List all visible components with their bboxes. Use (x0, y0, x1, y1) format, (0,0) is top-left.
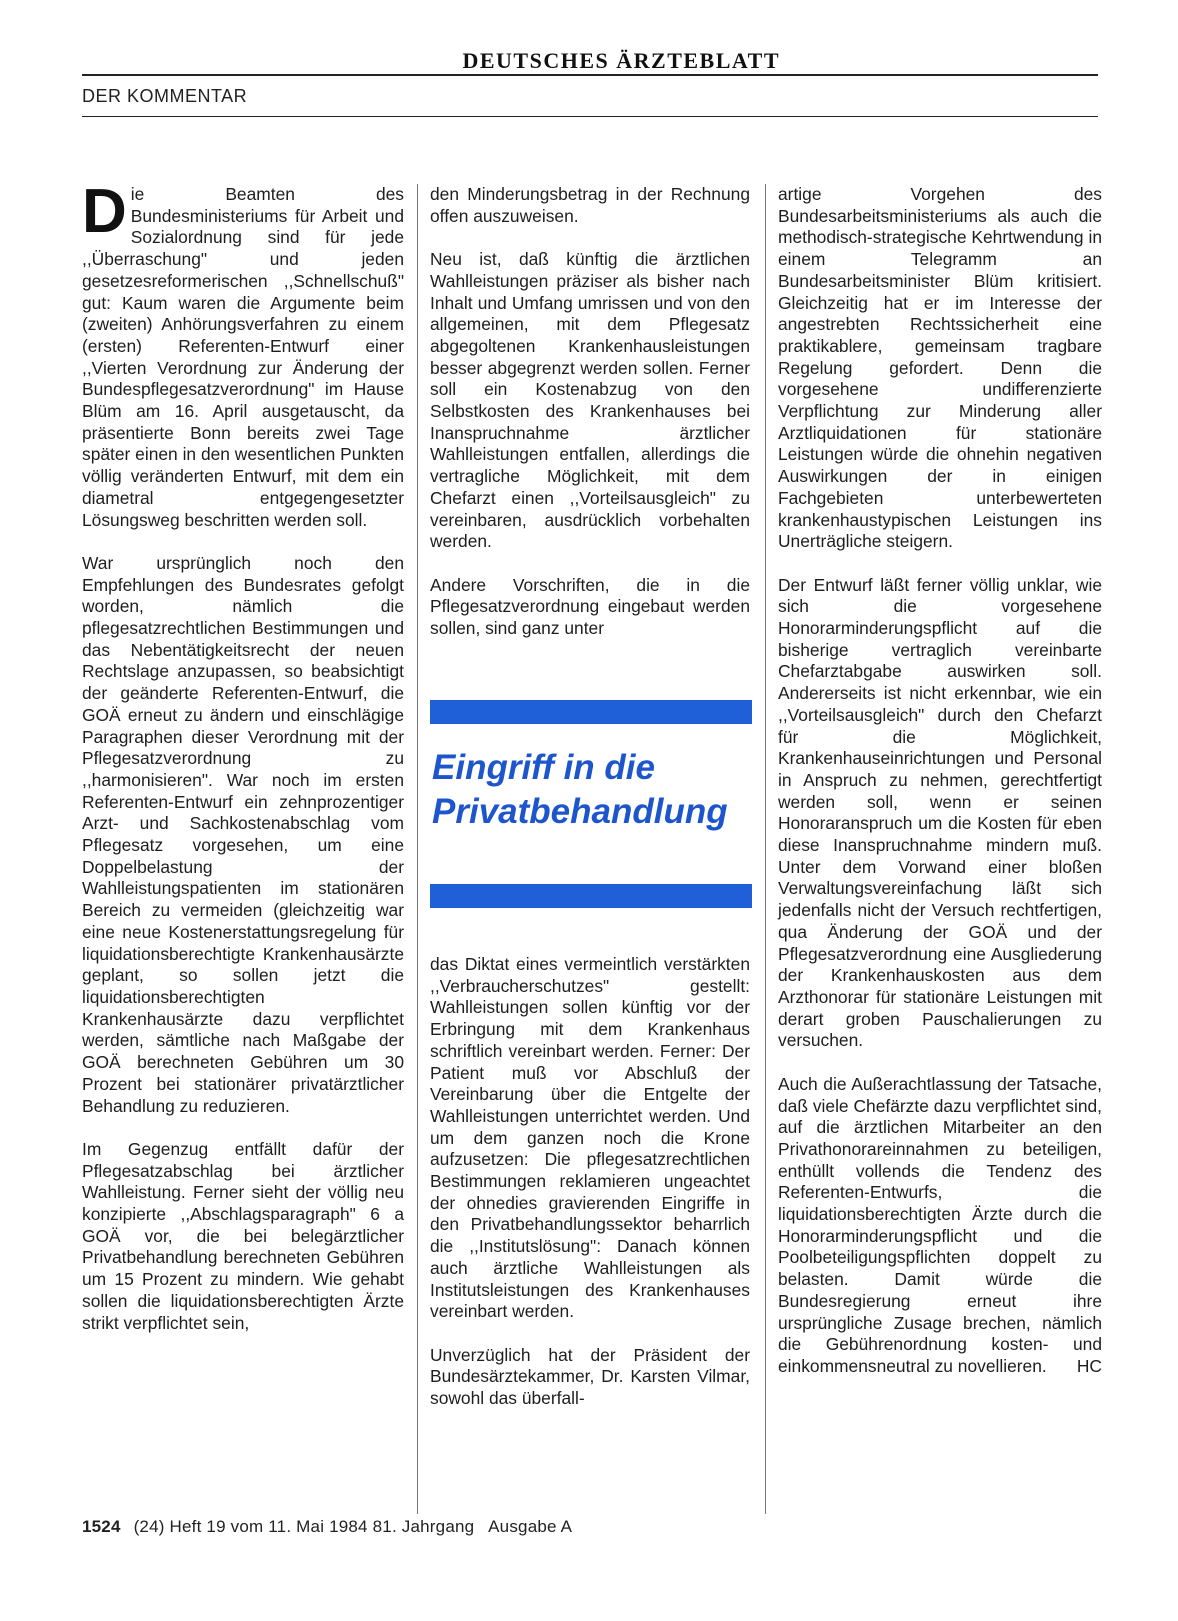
paragraph: Andere Vorschriften, die in die Pflegesatzverordnung eingebaut werden sollen, sind ganz unter (430, 574, 750, 639)
paragraph: Unverzüglich hat der Präsident der Bundesärztekammer, Dr. Karsten Vilmar, sowohl das überfall- (430, 1344, 750, 1409)
masthead (82, 44, 1098, 76)
accent-bar (430, 884, 752, 908)
paragraph: War ursprünglich noch den Empfehlungen des Bundesrates gefolgt worden, nämlich die pflegesatzrechtlichen Bestimmungen und das Nebentätigkeitsrecht der neuen Rechtslage anzupassen, so beabsichtigt der geänderte Referenten-Entwurf, die GOÄ erneut zu ändern und einschlägige Paragraphen dieser Verordnung mit der Pflegesatzverordnung zu ,,harmonisieren". War noch im ersten Referenten-Entwurf ein zehnprozentiger Arzt- und Sachkostenabschlag vom Pflegesatz vorgesehen, um eine Doppelbelastung der Wahlleistungspatienten im stationären Bereich zu vermeiden (gleichzeitig war eine neue Kostenerstattungsregelung für liquidationsberechtigte Krankenhausärzte geplant, so sollen jetzt die liquidationsberechtigten Krankenhausärzte dazu verpflichtet werden, sämtliche nach Maßgabe der GOÄ berechneten Gebühren um 30 Prozent bei stationärer privatärztlicher Behandlung zu reduzieren. (82, 552, 404, 1116)
author-signoff: HC (1076, 1355, 1102, 1376)
article-headline: Eingriff in die Privatbehandlung (432, 748, 728, 831)
drop-cap: D (82, 177, 127, 246)
column-divider (417, 184, 418, 1514)
paragraph: Der Entwurf läßt ferner völlig unklar, wie sich die vorgesehene Honorarminderungspflicht auf die bisherige vertraglich vereinbarte Chefarztabgabe auswirken soll. Andererseits ist nicht erkennbar, wie ein ,,Vorteilsausgleich" durch den Chefarzt für die Möglichkeit, Krankenhauseinrichtungen und Personal in Anspruch zu nehmen, gerechtfertigt werden soll, wenn er seinen Honoraranspruch um die Kosten für eben diese Inanspruchnahme mindern muß. Unter dem Vorwand einer bloßen Verwaltungsvereinfachung läßt sich jedenfalls nicht der Versuch rechtfertigen, qua Änderung der GOÄ und der Pflegesatzverordnung eine Ausgliederung der Krankenhauskosten aus dem Arzthonorar für stationäre Leistungen mit derart groben Pauschalierungen zu versuchen. (778, 574, 1102, 1051)
article-column-3 (778, 184, 1102, 1399)
paragraph: den Minderungsbetrag in der Rechnung offen auszuweisen. (430, 184, 750, 226)
paragraph (82, 177, 404, 531)
page-number: 1524 (82, 1517, 121, 1536)
paragraph: Im Gegenzug entfällt dafür der Pflegesatzabschlag bei ärztlicher Wahlleistung. Ferner sieht der völlig neu konzipierte ,,Abschlagsparagraph" 6 a GOÄ vor, die bei belegärztlicher Privatbehandlung berechneten Gebühren um 15 Prozent zu mindern. Wie gehabt sollen die liquidationsberechtigten Ärzte strikt verpflichtet sein, (82, 1138, 404, 1333)
publication-title: DEUTSCHES ÄRZTEBLATT (462, 48, 780, 73)
article-column-1 (82, 177, 404, 1356)
edition-info: Ausgabe A (488, 1517, 573, 1536)
page-footer (82, 1517, 572, 1537)
issue-info: (24) Heft 19 vom 11. Mai 1984 81. Jahrgang (133, 1517, 475, 1536)
paragraph-text: ie Beamten des Bundesministeriums für Arbeit und Sozialordnung sind für jede ,,Überraschung" und jeden gesetzesreformerischen ,,Schnellschuß" gut: Kaum waren die Argumente beim (zweiten) Anhörungsverfahren zu einem (ersten) Referenten-Entwurf einer ,,Vierten Verordnung zur Änderung der Bundespflegesatzverordnung" im Hause Blüm am 16. April ausgetauscht, da präsentierte Bonn bereits zwei Tage später einen in den wesentlichen Punkten völlig veränderten Entwurf, mit dem ein diametral entgegengesetzter Lösungsweg beschritten werden soll. (82, 184, 404, 530)
article-column-2-lower (430, 954, 750, 1431)
column-divider (765, 184, 766, 1514)
headline-box (430, 700, 752, 932)
paragraph-text: Auch die Außerachtlassung der Tatsache, daß viele Chefärzte dazu verpflichtet sind, auf die ärztlichen Mitarbeiter an den Privathonorareinnahmen zu beteiligen, enthüllt vollends die Tendenz des Referenten-Entwurfs, die liquidationsberechtigten Ärzte durch die Honorarminderungspflicht und die Poolbeteiligungspflichten doppelt zu belasten. Damit würde die Bundesregierung erneut ihre ursprüngliche Zusage brechen, nämlich die Gebührenordnung kosten- und einkommensneutral zu novellieren. (778, 1073, 1102, 1376)
paragraph: das Diktat eines vermeintlich verstärkten ,,Verbraucherschutzes" gestellt: Wahlleistungen sollen künftig vor der Erbringung mit dem Krankenhaus schriftlich vereinbart werden. Ferner: Der Patient muß vor Abschluß der Vereinbarung über die Entgelte der Wahlleistungen unterrichtet werden. Und um dem ganzen noch die Krone aufzusetzen: Die pflegesatzrechtlichen Bestimmungen reklamieren ungeachtet der ohnedies gravierenden Eingriffe in den Privatbehandlungssektor beharrlich die ,,Institutslösung": Danach können auch ärztliche Wahlleistungen als Institutsleistungen des Krankenhauses vereinbart werden. (430, 954, 750, 1322)
paragraph (778, 1074, 1102, 1378)
accent-bar (430, 700, 752, 724)
paragraph: artige Vorgehen des Bundesarbeitsministeriums als auch die methodisch-strategische Kehrtwendung in einem Telegramm an Bundesarbeitsminister Blüm kritisiert. Gleichzeitig hat er im Interesse der angestrebten Rechtssicherheit eine praktikablere, gemeinsam tragbare Regelung gefordert. Denn die vorgesehene undifferenzierte Verpflichtung zur Minderung aller Arztliquidationen für stationäre Leistungen würde die ohnehin negativen Auswirkungen der in einigen Fachgebieten unterbewerteten krankenhaustypischen Leistungen ins Unerträgliche steigern. (778, 184, 1102, 552)
section-label: DER KOMMENTAR (82, 86, 1098, 117)
paragraph: Neu ist, daß künftig die ärztlichen Wahlleistungen präziser als bisher nach Inhalt und Umfang umrissen und von den allgemeinen, mit dem Pflegesatz abgegoltenen Krankenhausleistungen besser abgegrenzt werden sollen. Ferner soll ein Kostenabzug von den Selbstkosten des Krankenhauses bei Inanspruchnahme ärztlicher Wahlleistungen entfallen, allerdings die vertragliche Möglichkeit, mit dem Chefarzt einen ,,Vorteilsausgleich" zu vereinbaren, ausdrücklich vorbehalten werden. (430, 249, 750, 552)
